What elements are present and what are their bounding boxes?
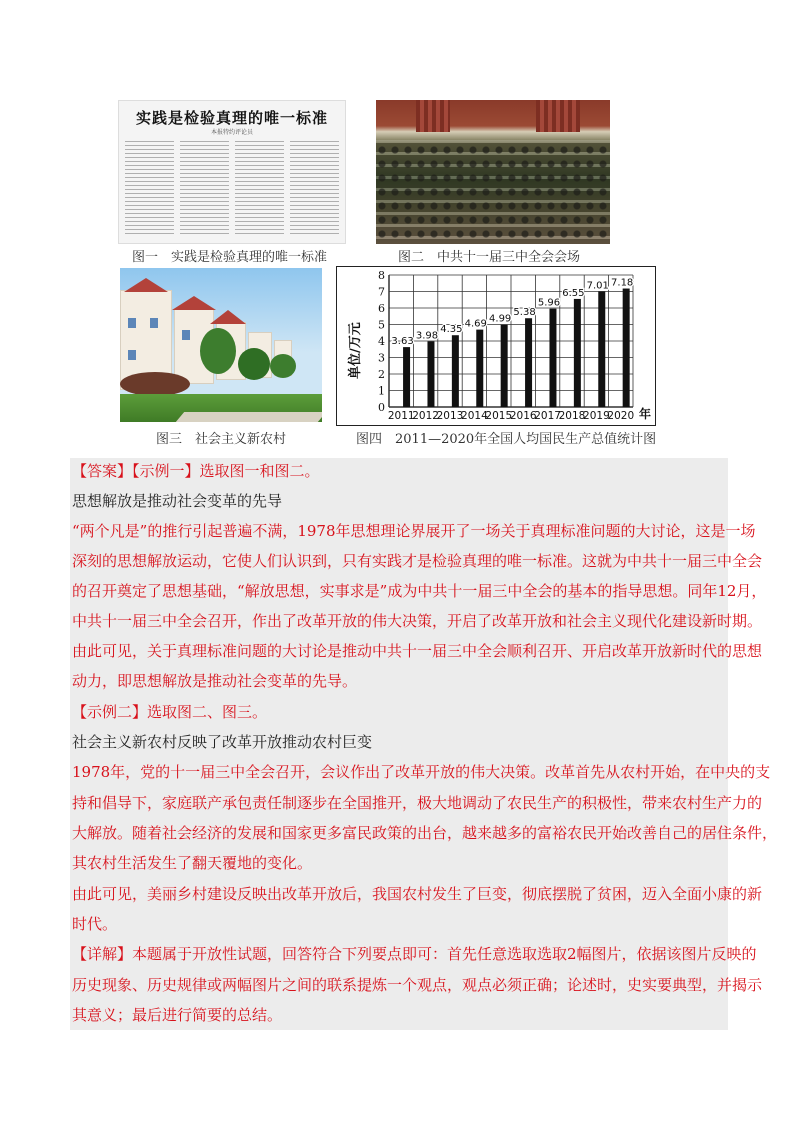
bar (623, 289, 630, 407)
answer-line: 的召开奠定了思想基础，“解放思想，实事求是”成为中共十一届三中全会的基本的指导思想。同年12月， (72, 582, 767, 600)
y-axis-label: 单位/万元 (348, 322, 363, 379)
answer-line: 历史现象、历史规律或两幅图片之间的联系提炼一个观点，观点必须正确；论述时，史实要典型，并揭示 (72, 976, 763, 994)
answer-line: 动力，即思想解放是推动社会变革的先导。 (72, 672, 358, 690)
y-tick-label: 1 (378, 384, 385, 398)
answer-line: 深刻的思想解放运动，它使人们认识到，只有实践才是检验真理的唯一标准。这就为中共十一届三中全会 (72, 552, 763, 570)
y-tick-label: 5 (378, 318, 385, 332)
bar (452, 335, 459, 407)
chart-svg (337, 267, 656, 426)
x-tick-label: 2018 (558, 410, 586, 422)
x-tick-label: 2012 (412, 410, 439, 422)
x-tick-label: 2020 (607, 410, 635, 422)
x-tick-label: 2019 (583, 410, 610, 422)
bar (476, 330, 483, 407)
x-tick-label: 2013 (436, 410, 464, 422)
bar (501, 325, 508, 407)
y-tick-label: 8 (378, 269, 385, 282)
x-tick-label: 2016 (509, 410, 537, 422)
figure-2-caption: 图二 中共十一届三中全会会场 (398, 250, 581, 265)
bar-value-label: 7.01 (586, 280, 609, 292)
figure-1-caption: 图一 实践是检验真理的唯一标准 (132, 250, 328, 265)
gdp-per-capita-bar-chart (336, 266, 656, 426)
bar (549, 309, 556, 407)
answer-line: 时代。 (72, 915, 118, 933)
answer-line: 持和倡导下，家庭联产承包责任制逐步在全国推开，极大地调动了农民生产的积极性，带来农村生产力的 (72, 794, 763, 812)
y-tick-label: 7 (378, 285, 385, 299)
figure-4-caption: 图四 2011—2020年全国人均国民生产总值统计图 (356, 432, 657, 447)
bar (598, 291, 605, 407)
bar-value-label: 3.98 (415, 330, 439, 342)
plenum-meeting-photo (376, 100, 610, 244)
y-tick-label: 0 (378, 401, 385, 414)
bar (525, 318, 532, 407)
y-tick-label: 4 (378, 335, 385, 348)
answer-line: 由此可见，关于真理标准问题的大讨论是推动中共十一届三中全会顺利召开、开启改革开放新时代的思想 (72, 642, 763, 660)
bar-value-label: 4.35 (440, 324, 463, 336)
y-tick-label: 6 (378, 302, 385, 315)
x-axis-unit: 年 (639, 407, 652, 421)
bar-value-label: 4.69 (464, 318, 487, 330)
bar-value-label: 4.99 (489, 313, 512, 325)
answer-line: 1978年，党的十一届三中全会召开，会议作出了改革开放的伟大决策。改革首先从农村开始，在中央的支 (72, 763, 771, 781)
x-tick-label: 2015 (485, 410, 513, 422)
bar-value-label: 5.38 (513, 307, 536, 319)
answer-line: 大解放。随着社会经济的发展和国家更多富民政策的出台，越来越多的富裕农民开始改善自己的居住条件， (72, 824, 778, 842)
newspaper-image (118, 100, 346, 244)
answer-line: 由此可见，美丽乡村建设反映出改革开放后，我国农村发生了巨变，彻底摆脱了贫困，迈入全面小康的新 (72, 885, 763, 903)
newspaper-byline: 本报特约评论员 (210, 129, 253, 136)
y-tick-label: 3 (378, 351, 385, 365)
bar-value-label: 7.18 (611, 277, 634, 289)
answer-line: 【答案】【示例一】选取图一和图二。 (72, 462, 320, 480)
figure-3-caption: 图三 社会主义新农村 (156, 432, 287, 447)
answer-line: 中共十一届三中全会召开，作出了改革开放的伟大决策，开启了改革开放和社会主义现代化建设新时期。 (72, 612, 763, 630)
bar (427, 341, 434, 407)
bar-value-label: 3.63 (391, 336, 414, 348)
bar-value-label: 6.55 (562, 287, 585, 299)
newspaper-text-columns (125, 141, 339, 237)
bar-value-label: 5.96 (537, 297, 561, 309)
x-tick-label: 2011 (387, 410, 415, 422)
answer-line: 社会主义新农村反映了改革开放推动农村巨变 (72, 733, 373, 751)
newspaper-headline: 实践是检验真理的唯一标准 (135, 109, 328, 127)
y-tick-label: 2 (378, 368, 385, 381)
x-tick-label: 2014 (461, 410, 488, 422)
answer-line: 思想解放是推动社会变革的先导 (72, 492, 283, 510)
answer-line: “两个凡是”的推行引起普遍不满，1978年思想理论界展开了一场关于真理标准问题的大讨论，这是一场 (72, 522, 756, 540)
bar (403, 347, 410, 407)
bar (574, 299, 581, 407)
answer-line: 【详解】本题属于开放性试题，回答符合下列要点即可：首先任意选取选取2幅图片，依据该图片反映的 (72, 945, 757, 963)
answer-line: 其农村生活发生了翻天覆地的变化。 (72, 854, 313, 872)
answer-line: 【示例二】选取图二、图三。 (72, 703, 268, 721)
new-village-photo (120, 268, 322, 422)
answer-line: 其意义；最后进行简要的总结。 (72, 1006, 283, 1024)
x-tick-label: 2017 (534, 410, 561, 422)
